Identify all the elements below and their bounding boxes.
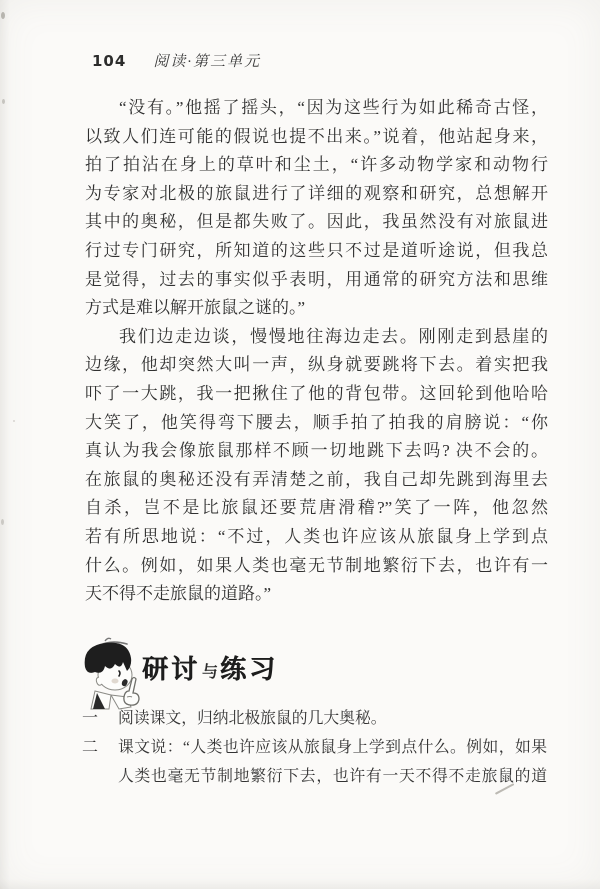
scan-speck [13,420,15,422]
text-line: 我们边走边谈，慢慢地往海边走去。刚刚走到悬崖的 [119,326,548,346]
scan-speck [2,99,5,104]
scan-edge-shadow [0,0,10,889]
exercise-number: 一 [82,710,99,727]
text-line: 自杀，岂不是比旅鼠还要荒唐滑稽?”笑了一阵，他忽然 [85,498,548,518]
exercises-title-part1: 研讨 [142,655,201,685]
text-line: 为专家对北极的旅鼠进行了详细的观察和研究，总想解开 [85,183,548,203]
text-line: 吓了一大跳，我一把揪住了他的背包带。这回轮到他哈哈 [85,383,548,403]
text-line: 是觉得，过去的事实似乎表明，用通常的研究方法和思维 [85,269,548,289]
scan-bottom-shadow [0,879,600,889]
text-line: 什么。例如，如果人类也毫无节制地繁衍下去，也许有一 [85,555,548,575]
text-line: 以致人们连可能的假说也提不出来。”说着，他站起身来， [85,126,548,146]
text-line: 边缘，他却突然大叫一声，纵身就要跳将下去。着实把我 [85,355,548,375]
text-line: “没有。”他摇了摇头，“因为这些行为如此稀奇古怪， [119,98,548,117]
text-line: 拍了拍沾在身上的草叶和尘土，“许多动物学家和动物行 [85,155,548,175]
exercise-text [118,705,547,734]
exercises-section-title [142,649,278,686]
exercises-title-part2: 练习 [220,655,279,685]
exercise-text-line: 课文说：“人类也许应该从旅鼠身上学到点什么。例如，如果 [118,738,547,756]
exercise-text-line: 人类也毫无节制地繁衍下去，也许有一天不得不走旅鼠的道 [118,767,547,785]
scan-speck [1,12,5,19]
text-line: 真认为我会像旅鼠那样不顾一切地跳下去吗? 决不会的。 [85,441,548,461]
exercises-list [82,705,548,791]
page-number: 104 [92,52,127,70]
text-line: 行过专门研究，所知道的这些只不过是道听途说，但我总 [85,240,548,260]
exercise-item [82,734,548,792]
text-line: 其中的奥秘，但是都失败了。因此，我虽然没有对旅鼠进 [85,212,548,232]
text-line: 方式是难以解开旅鼠之谜的。” [85,298,306,318]
scan-speck [1,519,4,525]
exercise-text [118,734,547,792]
exercise-item [82,705,548,734]
unit-section-title: 阅读·第三单元 [153,54,262,70]
text-line: 天不得不走旅鼠的道路。” [85,584,272,604]
page-header [92,50,261,71]
text-line: 大笑了，他笑得弯下腰去，顺手拍了拍我的肩膀说：“你 [85,412,548,432]
text-line: 在旅鼠的奥秘还没有弄清楚之前，我自己却先跳到海里去 [85,469,548,489]
exercise-text-line: 阅读课文，归纳北极旅鼠的几大奥秘。 [118,710,387,727]
exercise-number: 二 [82,738,99,756]
exercises-title-conjunction: 与 [202,662,219,681]
lesson-text [85,94,548,609]
text-line: 若有所思地说：“不过，人类也许应该从旅鼠身上学到点 [85,526,548,546]
